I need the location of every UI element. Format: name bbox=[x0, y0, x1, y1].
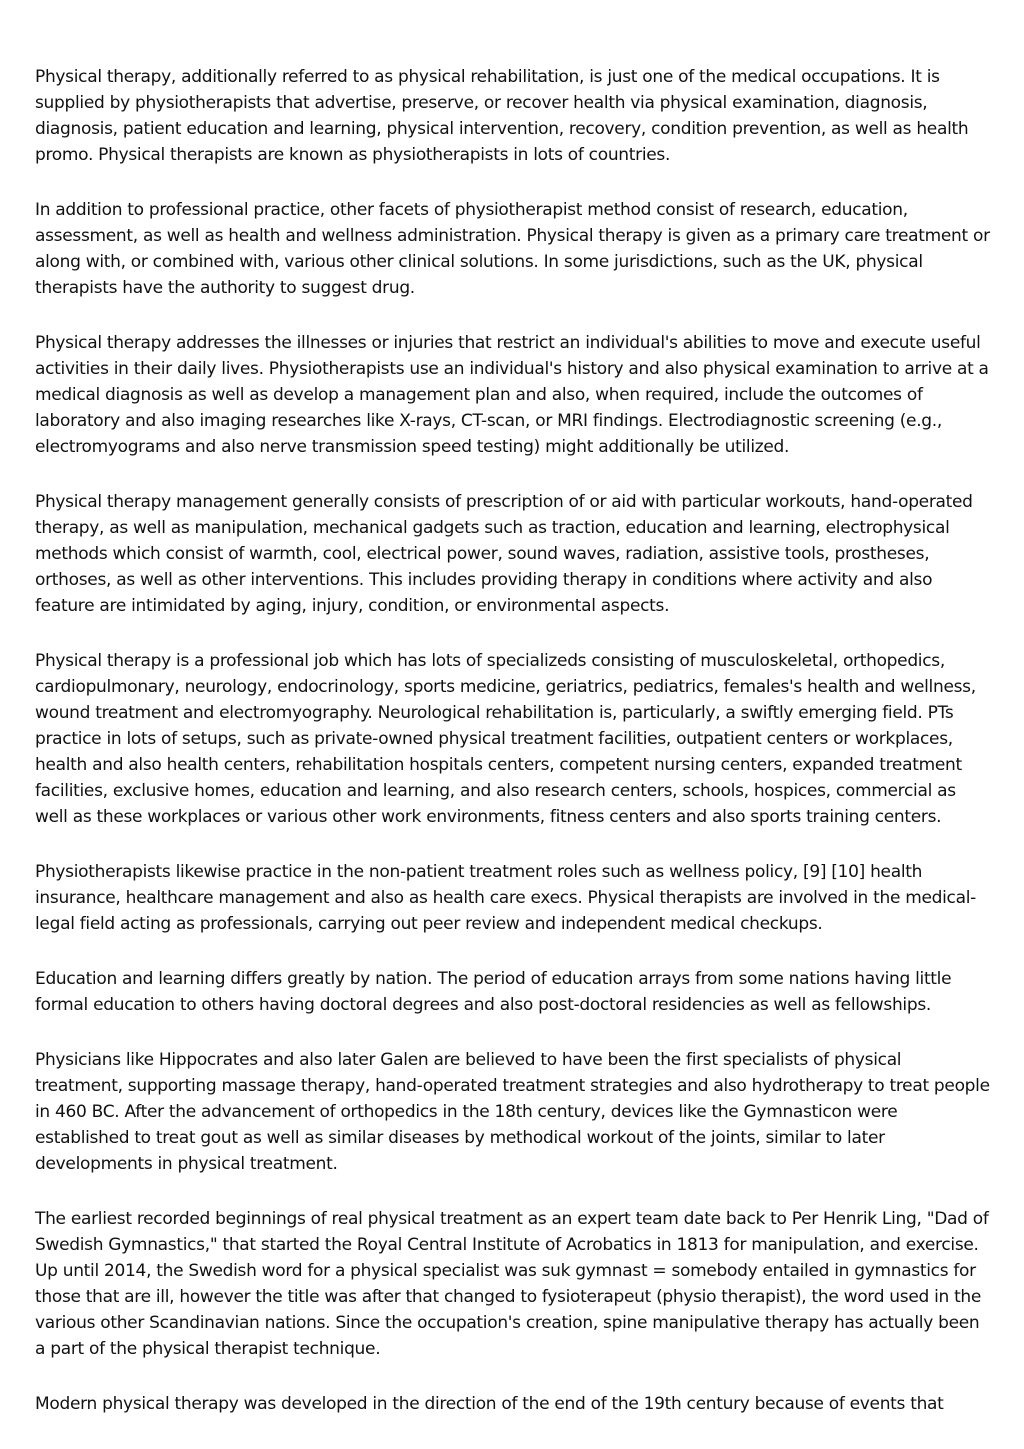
paragraph-5: Physical therapy is a professional job which has lots of specializeds consisting of musculoskeletal, orthopedics, cardiopulmonary, neurology, endocrinology, sports medicine, geriatrics, pediatrics, females's health and wellness, wound treatment and electromyography. Neurological rehabilitation is, particularly, a swiftly emerging field. PTs practice in lots of setups, such as private-owned physical treatment facilities, outpatient centers or workplaces, health and also health centers, rehabilitation hospitals centers, competent nursing centers, expanded treatment facilities, exclusive homes, education and learning, and also research centers, schools, hospices, commercial as well as these workplaces or various other work environments, fitness centers and also sports training centers. bbox=[35, 651, 976, 827]
paragraph-10: Modern physical therapy was developed in the direction of the end of the 19th century because of events that bbox=[35, 1394, 944, 1414]
paragraph-3: Physical therapy addresses the illnesses or injuries that restrict an individual's abilities to move and execute useful activities in their daily lives. Physiotherapists use an individual's history and also physical examination to arrive at a medical diagnosis as well as develop a management plan and also, when required, include the outcomes of laboratory and also imaging researches like X-rays, CT-scan, or MRI findings. Electrodiagnostic screening (e.g., electromyograms and also nerve transmission speed testing) might additionally be utilized. bbox=[35, 333, 989, 457]
paragraph-2: In addition to professional practice, other facets of physiotherapist method consist of research, education, assessment, as well as health and wellness administration. Physical therapy is given as a primary care treatment or along with, or combined with, various other clinical solutions. In some jurisdictions, such as the UK, physical therapists have the authority to suggest drug. bbox=[35, 200, 990, 298]
paragraph-4: Physical therapy management generally consists of prescription of or aid with particular workouts, hand-operated therapy, as well as manipulation, mechanical gadgets such as traction, education and learning, electrophysical methods which consist of warmth, cool, electrical power, sound waves, radiation, assistive tools, prostheses, orthoses, as well as other interventions. This includes providing therapy in conditions where activity and also feature are intimidated by aging, injury, condition, or environmental aspects. bbox=[35, 492, 973, 616]
paragraph-6: Physiotherapists likewise practice in the non-patient treatment roles such as wellness policy, [9] [10] health insurance, healthcare management and also as health care execs. Physical therapists are involved in the medical-legal field acting as professionals, carrying out peer review and independent medical checkups. bbox=[35, 862, 976, 934]
paragraph-9: The earliest recorded beginnings of real physical treatment as an expert team date back to Per Henrik Ling, "Dad of Swedish Gymnastics," that started the Royal Central Institute of Acrobatics in 1813 for manipulation, and exercise. Up until 2014, the Swedish word for a physical specialist was suk gymnast = somebody entailed in gymnastics for those that are ill, however the title was after that changed to fysioterapeut (physio therapist), the word used in the various other Scandinavian nations. Since the occupation's creation, spine manipulative therapy has actually been a part of the physical therapist technique. bbox=[35, 1209, 989, 1359]
paragraph-7: Education and learning differs greatly by nation. The period of education arrays from some nations having little formal education to others having doctoral degrees and also post-doctoral residencies as well as fellowships. bbox=[35, 969, 952, 1015]
paragraph-8: Physicians like Hippocrates and also later Galen are believed to have been the first specialists of physical treatment, supporting massage therapy, hand-operated treatment strategies and also hydrotherapy to treat people in 460 BC. After the advancement of orthopedics in the 18th century, devices like the Gymnasticon were established to treat gout as well as similar diseases by methodical workout of the joints, similar to later developments in physical treatment. bbox=[35, 1050, 990, 1174]
document-body bbox=[35, 64, 991, 1446]
paragraph-1: Physical therapy, additionally referred to as physical rehabilitation, is just one of the medical occupations. It is supplied by physiotherapists that advertise, preserve, or recover health via physical examination, diagnosis, diagnosis, patient education and learning, physical intervention, recovery, condition prevention, as well as health promo. Physical therapists are known as physiotherapists in lots of countries. bbox=[35, 67, 969, 165]
